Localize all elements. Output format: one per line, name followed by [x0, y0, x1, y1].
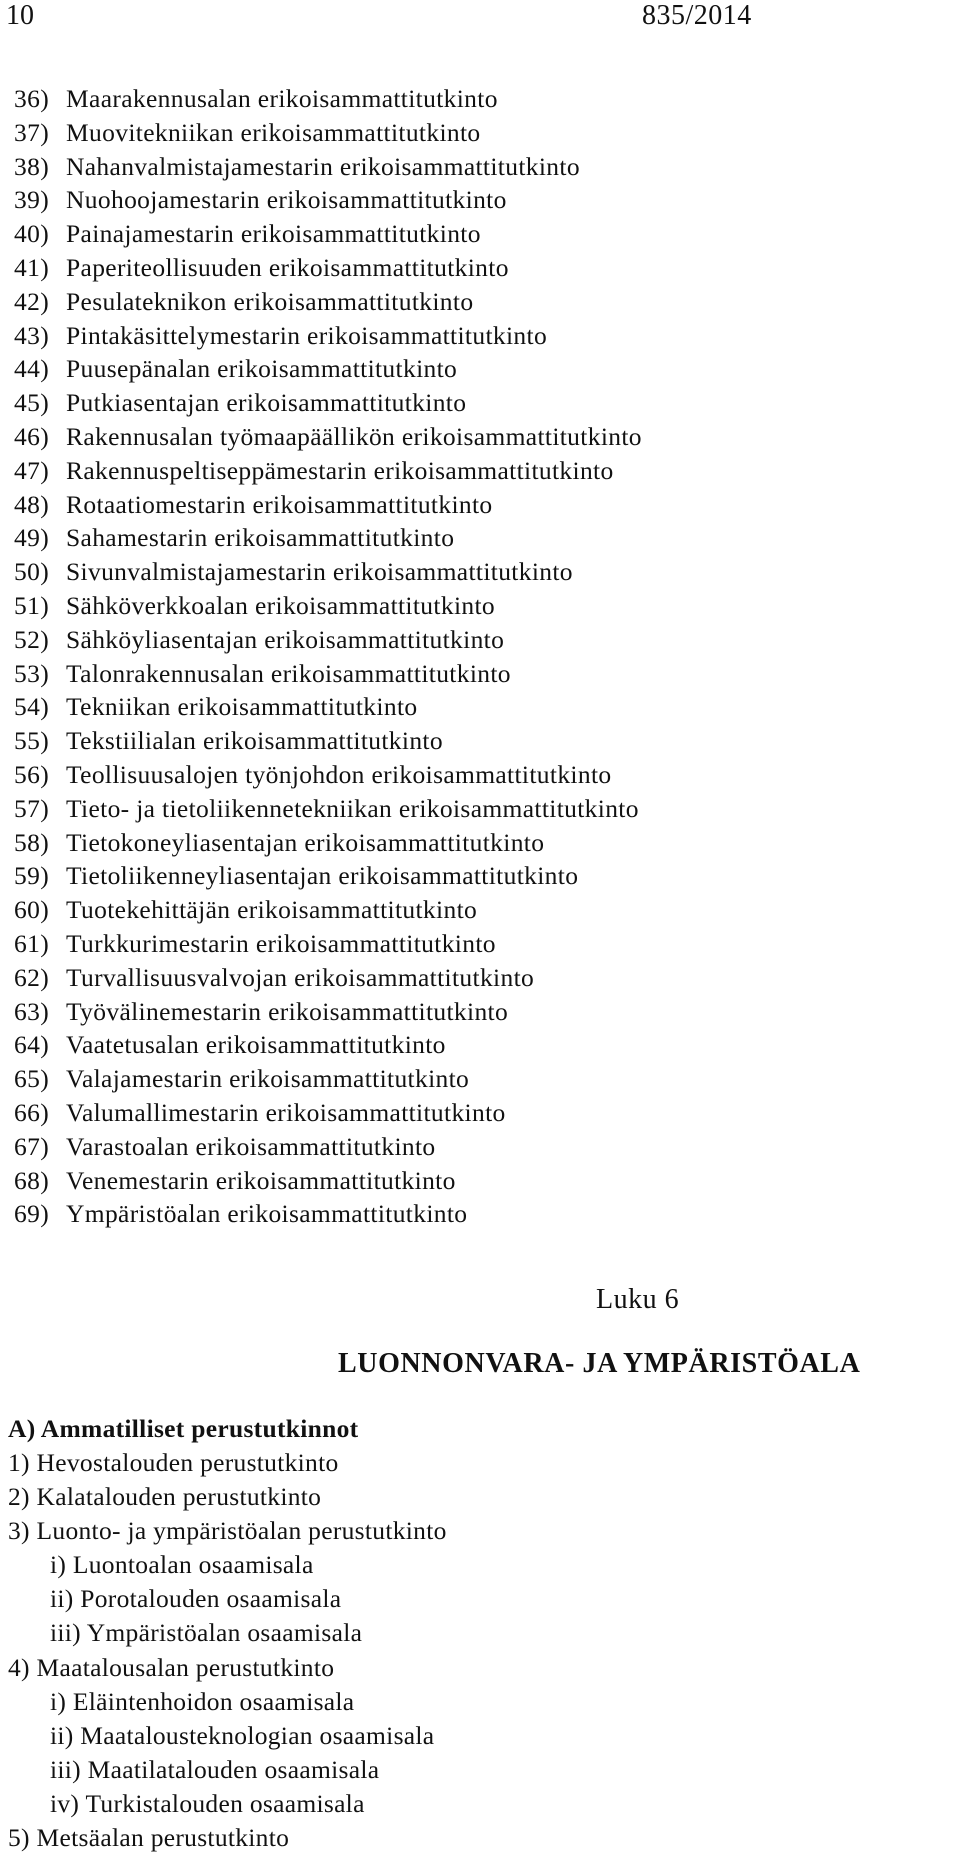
list-item — [8, 1514, 447, 1548]
list-item — [14, 995, 642, 1029]
list-item — [14, 116, 642, 150]
item-number: 46) — [14, 421, 50, 451]
item-text: Turkistalouden osaamisala — [85, 1788, 365, 1818]
item-number: 55) — [14, 726, 50, 756]
item-number: 45) — [14, 388, 50, 418]
chapter-title: LUONNONVARA- JA YMPÄRISTÖALA — [338, 1348, 861, 1379]
item-number: i) — [50, 1550, 67, 1580]
list-item — [14, 826, 642, 860]
item-text: Hevostalouden perustutkinto — [36, 1448, 339, 1477]
list-item — [14, 251, 642, 285]
item-number: 49) — [14, 523, 50, 553]
sub-list-item — [8, 1548, 447, 1582]
list-item — [14, 183, 642, 217]
item-number: 1) — [8, 1448, 30, 1477]
page-header — [0, 0, 960, 40]
item-number: 2) — [8, 1482, 30, 1512]
list-item — [14, 758, 642, 792]
item-text: Putkiasentajan erikoisammattitutkinto — [66, 388, 467, 418]
list-item — [14, 386, 642, 420]
item-text: Tietoliikenneyliasentajan erikoisammattitutkinto — [66, 861, 579, 891]
item-number: 52) — [14, 624, 50, 654]
item-text: Rakennuspeltiseppämestarin erikoisammattitutkinto — [66, 455, 614, 485]
list-item — [14, 724, 642, 758]
item-text: Sähköyliasentajan erikoisammattitutkinto — [66, 624, 505, 654]
list-item — [8, 1446, 447, 1480]
list-item — [14, 589, 642, 623]
item-text: Porotalouden osaamisala — [80, 1584, 342, 1614]
item-number: iii) — [50, 1618, 81, 1648]
item-number: 53) — [14, 658, 50, 688]
item-text: Sähköverkkoalan erikoisammattitutkinto — [66, 590, 496, 620]
item-number: 64) — [14, 1030, 50, 1060]
item-number: iv) — [50, 1788, 80, 1818]
list-item — [14, 859, 642, 893]
list-item — [14, 792, 642, 826]
list-item — [14, 555, 642, 589]
item-text: Pesulateknikon erikoisammattitutkinto — [66, 286, 474, 316]
item-text: Pintakäsittelymestarin erikoisammattitutkinto — [66, 320, 548, 350]
item-text: Puusepänalan erikoisammattitutkinto — [66, 354, 458, 384]
item-number: 61) — [14, 928, 50, 958]
item-number: 40) — [14, 219, 50, 249]
item-text: Ympäristöalan osaamisala — [86, 1618, 363, 1648]
item-text: Sivunvalmistajamestarin erikoisammattitutkinto — [66, 557, 573, 587]
item-number: 56) — [14, 759, 50, 789]
item-number: 3) — [8, 1516, 30, 1546]
sub-list-item — [8, 1616, 447, 1650]
item-number: 43) — [14, 320, 50, 350]
item-text: Luonto- ja ympäristöalan perustutkinto — [36, 1516, 447, 1546]
item-text: Turkkurimestarin erikoisammattitutkinto — [66, 928, 496, 958]
item-number: 69) — [14, 1199, 50, 1229]
list-item — [14, 1164, 642, 1198]
item-text: Talonrakennusalan erikoisammattitutkinto — [66, 658, 511, 688]
item-number: 59) — [14, 861, 50, 891]
sub-list-item — [8, 1719, 447, 1753]
item-number: 58) — [14, 827, 50, 857]
item-text: Varastoalan erikoisammattitutkinto — [66, 1131, 436, 1161]
item-text: Muovitekniikan erikoisammattitutkinto — [66, 117, 481, 147]
item-text: Tuotekehittäjän erikoisammattitutkinto — [66, 895, 478, 925]
list-item — [14, 1197, 642, 1231]
item-number: 60) — [14, 895, 50, 925]
item-text: Kalatalouden perustutkinto — [36, 1482, 322, 1512]
item-number: 47) — [14, 455, 50, 485]
page-number: 10 — [6, 0, 34, 31]
item-number: 41) — [14, 252, 50, 282]
list-item — [14, 893, 642, 927]
list-item — [14, 352, 642, 386]
list-item — [14, 285, 642, 319]
list-item — [14, 1028, 642, 1062]
list-item — [14, 927, 642, 961]
document-number: 835/2014 — [642, 0, 752, 31]
item-text: Rakennusalan työmaapäällikön erikoisammattitutkinto — [66, 421, 642, 451]
item-text: Nahanvalmistajamestarin erikoisammattitutkinto — [66, 151, 580, 181]
item-text: Ympäristöalan erikoisammattitutkinto — [66, 1199, 468, 1229]
item-number: 44) — [14, 354, 50, 384]
item-text: Teollisuusalojen työnjohdon erikoisammattitutkinto — [66, 759, 612, 789]
list-item — [14, 420, 642, 454]
item-number: ii) — [50, 1720, 74, 1750]
item-text: Sahamestarin erikoisammattitutkinto — [66, 523, 455, 553]
item-text: Painajamestarin erikoisammattitutkinto — [66, 219, 481, 249]
item-text: Nuohoojamestarin erikoisammattitutkinto — [66, 185, 507, 215]
sub-list-item — [8, 1582, 447, 1616]
item-number: 54) — [14, 692, 50, 722]
list-item — [14, 217, 642, 251]
item-text: Tekniikan erikoisammattitutkinto — [66, 692, 418, 722]
list-item — [14, 319, 642, 353]
list-item — [14, 657, 642, 691]
item-text: Paperiteollisuuden erikoisammattitutkinto — [66, 252, 509, 282]
list-item — [14, 1130, 642, 1164]
item-text: Valajamestarin erikoisammattitutkinto — [66, 1064, 470, 1094]
item-text: Työvälinemestarin erikoisammattitutkinto — [66, 996, 509, 1026]
item-text: Rotaatiomestarin erikoisammattitutkinto — [66, 489, 493, 519]
item-number: i) — [50, 1686, 67, 1716]
item-number: 4) — [8, 1652, 30, 1682]
list-item — [14, 690, 642, 724]
sub-list-item — [8, 1685, 447, 1719]
chapter-number: Luku 6 — [596, 1284, 680, 1315]
item-text: Tietokoneyliasentajan erikoisammattitutkinto — [66, 827, 545, 857]
item-number: 68) — [14, 1165, 50, 1195]
item-text: Eläintenhoidon osaamisala — [72, 1686, 355, 1716]
list-item — [14, 1062, 642, 1096]
item-number: 66) — [14, 1097, 50, 1127]
item-text: Venemestarin erikoisammattitutkinto — [66, 1165, 456, 1195]
item-text: Maatalousalan perustutkinto — [36, 1652, 335, 1682]
item-number: 36) — [14, 84, 50, 113]
list-item — [14, 961, 642, 995]
item-number: 48) — [14, 489, 50, 519]
list-item — [14, 623, 642, 657]
item-number: 63) — [14, 996, 50, 1026]
item-number: 42) — [14, 286, 50, 316]
list-item — [14, 150, 642, 184]
item-text: Metsäalan perustutkinto — [36, 1823, 290, 1853]
item-text: Luontoalan osaamisala — [72, 1550, 314, 1580]
section-vocational-degrees — [8, 1412, 447, 1855]
item-number: 39) — [14, 185, 50, 215]
list-item — [8, 1651, 447, 1685]
item-number: 67) — [14, 1131, 50, 1161]
item-number: 65) — [14, 1064, 50, 1094]
list-item — [14, 454, 642, 488]
item-number: ii) — [50, 1584, 74, 1614]
section-heading: A) Ammatilliset perustutkinnot — [8, 1414, 359, 1443]
item-text: Maatilatalouden osaamisala — [87, 1754, 380, 1784]
item-number: 38) — [14, 151, 50, 181]
qualification-list — [14, 82, 642, 1231]
item-text: Valumallimestarin erikoisammattitutkinto — [66, 1097, 506, 1127]
sub-list-item — [8, 1753, 447, 1787]
item-text: Turvallisuusvalvojan erikoisammattitutkinto — [66, 962, 535, 992]
list-item — [14, 488, 642, 522]
list-item — [14, 1096, 642, 1130]
item-number: 62) — [14, 962, 50, 992]
item-text: Tekstiilialan erikoisammattitutkinto — [66, 726, 443, 756]
item-text: Tieto- ja tietoliikennetekniikan erikoisammattitutkinto — [66, 793, 639, 823]
item-number: 57) — [14, 793, 50, 823]
item-text: Maarakennusalan erikoisammattitutkinto — [66, 84, 498, 113]
degree-list — [8, 1446, 447, 1855]
item-number: 51) — [14, 590, 50, 620]
item-number: 50) — [14, 557, 50, 587]
item-text: Vaatetusalan erikoisammattitutkinto — [66, 1030, 446, 1060]
list-item — [8, 1821, 447, 1855]
list-item — [14, 82, 642, 116]
list-item — [14, 521, 642, 555]
item-text: Maatalousteknologian osaamisala — [80, 1720, 435, 1750]
item-number: iii) — [50, 1754, 81, 1784]
item-number: 5) — [8, 1823, 30, 1853]
item-number: 37) — [14, 117, 50, 147]
sub-list-item — [8, 1787, 447, 1821]
list-item — [8, 1480, 447, 1514]
